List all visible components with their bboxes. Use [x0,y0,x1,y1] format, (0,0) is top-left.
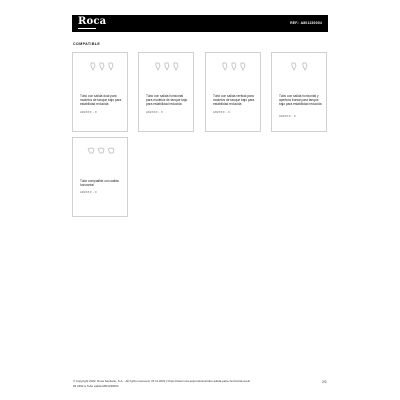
product-code: A82XXX - X [213,110,230,114]
section-title: COMPATIBLE [73,42,101,46]
product-code: A82XXX - X [146,110,163,114]
header-bar [72,15,328,32]
product-card[interactable] [138,52,194,132]
product-code: A82XXX - X [80,110,97,114]
product-image-icon [284,59,316,73]
product-image-icon [85,59,117,73]
product-description: Tubo con salida horizontal para modelos de tanque bajo para estabilidad reducida [146,94,188,106]
product-image-icon [85,144,117,158]
product-code: A82XXX - X [279,114,296,118]
product-card[interactable] [72,52,128,132]
reference-number: REF.: A801230004 [290,21,322,25]
product-code: A82XXX - X [80,190,97,194]
brand-logo: Roca [78,16,107,27]
product-description: Tubo con salida horizontal y apertura frontal para tanque bajo para estabilidad reducida [279,94,322,106]
product-image-icon [218,59,250,73]
footer-document-name: 82 2392 a Tubo salida A801230004 [73,384,119,388]
product-card[interactable] [205,52,261,132]
product-description: Tubo con salida dual para modelos de tanque bajo para estabilidad reducida [80,94,122,106]
page-number: 2/3 [322,380,327,384]
footer-copyright: © Copyright 2022, Roca Sanitario, S.A. - All rights reserved | 15.11.2022 | https://www.roca.es/productos/tubo-salida-parte-horizontal-suelo [73,379,251,383]
product-card[interactable] [271,52,327,132]
logo-underline [78,28,96,29]
product-description: Tubo compatible con salida horizontal [80,179,119,187]
product-card[interactable] [72,137,128,217]
product-image-icon [151,59,183,73]
product-description: Tubo con salida vertical para modelos de tanque bajo para estabilidad reducida [213,94,255,106]
